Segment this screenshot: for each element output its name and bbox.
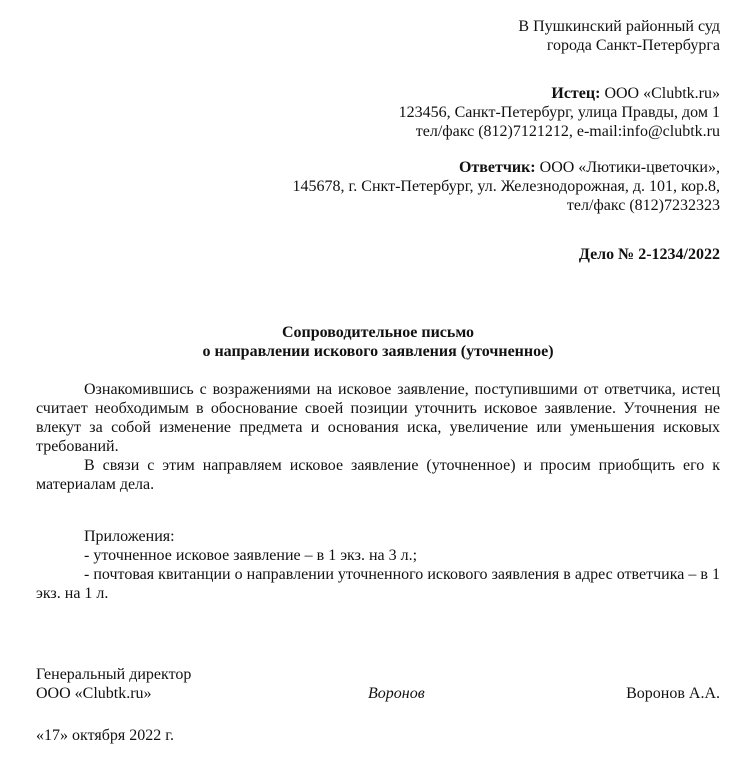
plaintiff-name-line [399, 84, 720, 103]
plaintiff-contacts: тел/факс (812)7121212, e-mail:info@clubtk.ru [415, 123, 720, 140]
plaintiff-name: ООО «Clubtk.ru» [600, 85, 720, 102]
document-date: «17» октября 2022 г. [36, 727, 174, 744]
court-name: В Пушкинский районный суд [518, 18, 720, 35]
attachment-item: - почтовая квитанции о направлении уточненного искового заявления в адрес ответчика – в 1 экз. на 1 л. [36, 566, 720, 602]
court-addressee [518, 17, 720, 55]
signer-name: Воронов А.А. [626, 685, 720, 702]
title-line-2: о направлении искового заявления (уточненное) [202, 343, 554, 360]
defendant-address: 145678, г. Снкт-Петербург, ул. Железнодорожная, д. 101, кор.8, [292, 178, 720, 195]
title-line-1: Сопроводительное письмо [281, 324, 475, 341]
case-number: Дело № 2-1234/2022 [578, 246, 720, 263]
plaintiff-label: Истец: [551, 85, 601, 102]
plaintiff-block [399, 84, 720, 141]
signature-block [36, 665, 720, 703]
body-paragraph: Ознакомившись с возражениями на исковое заявление, поступившими от ответчика, истец считает необходимым в обоснование своей позиции уточнить исковое заявление. Уточнения не влекут за собой изменение предмета и основания иска, увеличение или уменьшения исковых требований. [36, 381, 720, 455]
defendant-label: Ответчик: [458, 159, 536, 176]
letter-body [36, 380, 720, 494]
signer-position: Генеральный директор [36, 666, 192, 683]
signature-row [36, 684, 720, 703]
signature-position-row [36, 665, 720, 684]
document-title [36, 323, 720, 361]
court-city: города Санкт-Петербурга [546, 37, 720, 54]
attachments-section [36, 527, 720, 603]
defendant-name-line [293, 158, 720, 177]
body-paragraph: В связи с этим направляем исковое заявление (уточненное) и просим приобщить его к материалам дела. [36, 457, 720, 493]
document-page [36, 0, 720, 764]
defendant-name: ООО «Лютики-цветочки», [535, 159, 720, 176]
defendant-contacts: тел/факс (812)7232323 [566, 197, 720, 214]
signer-organization: ООО «Clubtk.ru» [36, 685, 152, 702]
plaintiff-address: 123456, Санкт-Петербург, улица Правды, дом 1 [398, 104, 720, 121]
attachment-item: - уточненное исковое заявление – в 1 экз. на 3 л.; [84, 547, 418, 564]
defendant-block [293, 158, 720, 215]
attachments-heading: Приложения: [84, 528, 175, 545]
handwritten-signature: Воронов [368, 685, 425, 702]
